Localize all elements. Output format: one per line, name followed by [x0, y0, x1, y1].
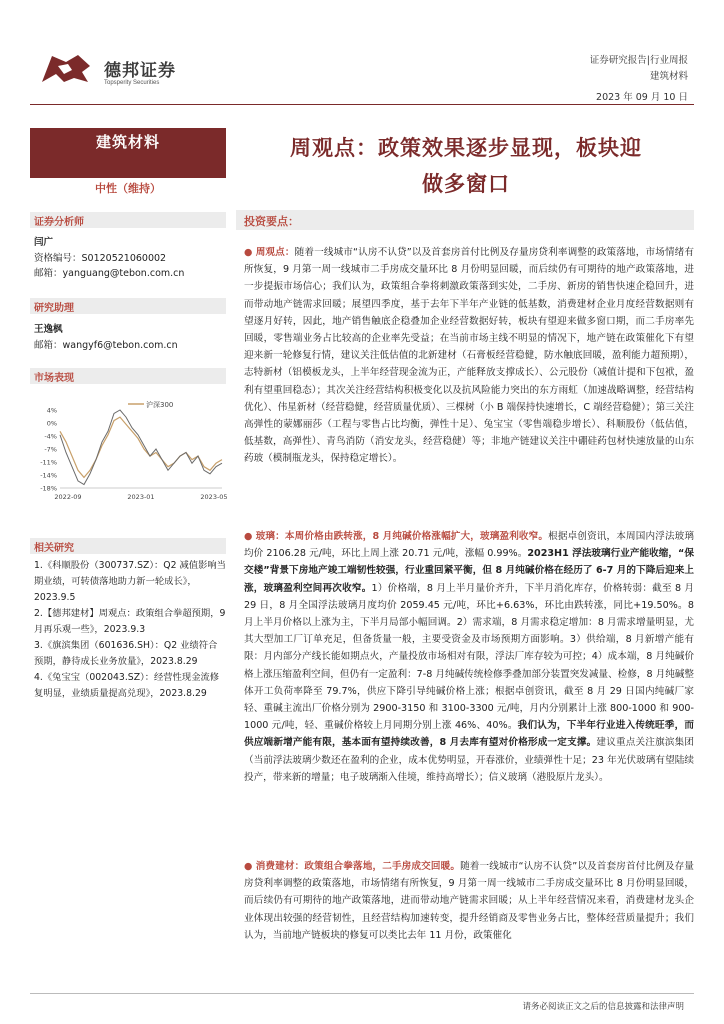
paragraph-head: 玻璃：本周价格由跌转涨，8 月纯碱价格涨幅扩大，玻璃盈利收窄。	[255, 531, 549, 542]
assistant-email[interactable]: 邮箱：wangyf6@tebon.com.cn	[34, 340, 178, 351]
paragraph-weekly-view	[244, 244, 694, 468]
report-title	[236, 130, 696, 202]
analyst-cert: 资格编号：S0120521060002	[34, 253, 167, 264]
paragraph-glass	[244, 528, 694, 786]
paragraph-body: 随着一线城市“认房不认贷”以及首套房首付比例及存量房贷利率调整的政策落地，市场情绪有所恢复，9 月第一周一线城市二手房成交量环比 8 月份明显回暖，而后续仍有可期待的地产政策落地，进而带动地产链需求回暖；从上半年经营情况来看，消费建材龙头企业体现出较强的经营韧性，且经营结构加速转变，提升经销商及零售业务占比，整体经营质量提升；我们认为，当前地产链板块的修复可以类比去年 11 月份，政策催化	[244, 861, 694, 941]
chart-series-building-materials-line	[60, 410, 222, 485]
report-industry: 建筑材料	[649, 71, 688, 82]
report-type: 证券研究报告|行业周报	[589, 55, 688, 66]
chart-legend-label: 沪深300	[146, 401, 174, 409]
industry-title: 建筑材料	[95, 133, 160, 151]
related-item[interactable]: 4.《兔宝宝（002043.SZ）：经营性现金流修复明显，业绩质量提高兑现》，2023.8.29	[34, 672, 220, 699]
company-logo-icon	[38, 52, 94, 86]
footer-disclaimer: 请务必阅读正文之后的信息披露和法律声明	[522, 1002, 684, 1012]
chart-y-tick-label: 4%	[46, 406, 57, 415]
paragraph-emphasis: 我们认为，下半年行业进入传统旺季，而供应端新增产能有限，基本面有望持续改善，8 月去库有望对价格形成一定支撑。	[244, 720, 694, 749]
market-section-label: 市场表现	[34, 373, 74, 384]
report-date: 2023 年 09 月 10 日	[596, 92, 688, 103]
industry-rating: 中性（维持）	[95, 182, 161, 195]
footer-divider	[30, 993, 694, 994]
chart-x-tick-label: 2023-05	[200, 493, 228, 501]
bullet-icon: ●	[244, 531, 256, 542]
analyst-section-label: 证券分析师	[34, 217, 84, 228]
paragraph-body: 随着一线城市“认房不认贷”以及首套房首付比例及存量房贷利率调整的政策落地，市场情绪有所恢复，9 月第一周一线城市二手房成交量环比 8 月份明显回暖，而后续仍有可期待的地产政策落地，进一步提振市场信心；我们认为，政策组合拳将刺激政策落到实处，二手房、新房的销售快速企稳回升，进而带动地产链需求回暖；展望四季度，基于去年下半年产业链的低基数，消费建材企业月度经营数据则有望逐月好转，因此，地产销售触底企稳叠加企业经营数据好转，板块有望迎来做多窗口期，而二手房率先回暖，零售端业务占比较高的企业率先受益；在当前市场主线不明显的情况下，地产链在政策催化下有望迎来新一轮修复行情，建议关注低估值的北新建材（石膏板经营稳健，防水触底回暖，盈利能力超预期），志特新材（铝模板龙头，上半年经营现金流为正，产能释放支撑成长）、公元股份（减值计提和下包袱，盈利有望重回稳态）；其次关注经营结构积极变化以及抗风险能力突出的东方雨虹（加速战略调整，经营结构优化）、伟星新材（经营稳健，经营质量优质）、三棵树（小 B 端保持快速增长，C 端经营稳健）；第三关注高弹性的蒙娜丽莎（工程与零售占比均衡，弹性十足）、兔宝宝（零售端稳步增长）、科顺股份（低估值，低基数，高弹性）、青鸟消防（消安龙头，经营稳健）等；非地产链建议关注中硼硅药包材快速放量的山东药玻（模制瓶龙头，保持稳定增长）。	[244, 247, 695, 465]
key-points-bar	[236, 210, 694, 230]
assistant-section-label: 研究助理	[34, 303, 74, 314]
chart-y-tick-label: -7%	[44, 445, 57, 454]
analyst-email[interactable]: 邮箱：yanguang@tebon.com.cn	[34, 268, 185, 279]
company-name-en: Topsperity Securities	[104, 80, 160, 86]
chart-y-tick-label: -18%	[40, 484, 57, 493]
chart-x-tick-label: 2022-09	[54, 493, 82, 501]
related-section-label: 相关研究	[34, 543, 74, 554]
bullet-icon: ●	[244, 247, 256, 258]
header-divider	[30, 104, 694, 105]
chart-series-hs300-line	[60, 417, 222, 477]
chart-x-tick-label: 2023-01	[127, 493, 155, 501]
report-title-line2: 做多窗口	[422, 172, 510, 196]
company-name-cn: 德邦证券	[104, 61, 176, 81]
related-item[interactable]: 2.【德邦建材】周观点：政策组合拳超预期，9 月再乐观一些》，2023.9.3	[34, 608, 226, 635]
chart-y-tick-label: 0%	[46, 419, 57, 428]
paragraph-head: 消费建材：政策组合拳落地，二手房成交回暖。	[255, 861, 461, 872]
paragraph-emphasis: 2023H1 浮法玻璃行业产能收缩，“保交楼”背景下房地产竣工端韧性较强，行业重回紧平衡，但 8 月纯碱价格在经历了 6-7 月的下降后迎来上涨，玻璃盈利空间再次收窄。	[244, 548, 694, 594]
assistant-name: 王逸枫	[34, 324, 63, 335]
analyst-name: 闫广	[34, 237, 54, 248]
chart-y-tick-label: -11%	[40, 458, 57, 467]
key-points-label: 投资要点：	[244, 215, 299, 228]
related-item[interactable]: 3.《旗滨集团（601636.SH）：Q2 业绩符合预期，静待成长业务放量》，2023.8.29	[34, 640, 218, 667]
paragraph-body: 1）价格端，8 月上半月量价齐升，下半月消化库存，价格转弱：截至 8 月 29 日，8 月全国浮法玻璃月度均价 2059.45 元/吨，环比+6.63%，环比由跌转涨，同比+19.50%。8 月上半月价格以上涨为主，下半月局部小幅回调。2）需求端，8 月需求稳定增加：8 月需求增量明显，尤其大型加工厂订单充足，但备货量一般，主要受资金及市场预期方面影响。3）供给端，8 月新增产能有限：月内部分产线长能如期点火，产量投放市场相对有限，浮法厂库存较为可控；4）成本端，8 月纯碱价格上涨压缩盈利空间，但仍有一定盈利：7-8 月纯碱传统检修季叠加部分装置突发减量、检修，8 月纯碱整体开工负荷率降至 79.7%，供应下降引导纯碱价格上涨；根据卓创资讯，截至 8 月 29 日国内纯碱厂家轻、重碱主流出厂价格分别为 2900-3150 和 3100-3300 元/吨，月内分别累计上涨 800-1000 和 900-1000 元/吨，轻、重碱价格较上月同期分别上涨 46%、40%。	[244, 582, 694, 732]
bullet-icon: ●	[244, 861, 256, 872]
paragraph-body: 建议重点关注旗滨集团（当前浮法玻璃少数还在盈利的企业，成本优势明显，开春涨价，业绩弹性十足；23 年光伏玻璃有望陆续投产，带来新的增量；电子玻璃渐入佳境，维持高增长）；信义玻璃（港股原片龙头）。	[244, 737, 695, 783]
related-item[interactable]: 1.《科顺股份（300737.SZ）：Q2 减值影响当期业绩，可转债落地助力新一轮成长》，2023.9.5	[34, 560, 226, 603]
paragraph-body: 根据卓创资讯，本周国内浮法玻璃均价 2106.28 元/吨，环比上周上涨 20.71 元/吨，涨幅 0.99%。	[244, 531, 695, 560]
paragraph-head: 周观点：	[255, 247, 295, 258]
chart-y-tick-label: -14%	[40, 471, 57, 480]
report-title-line1: 周观点：政策效果逐步显现，板块迎	[290, 136, 642, 160]
paragraph-consumer-materials	[244, 858, 694, 944]
related-list	[34, 558, 226, 702]
chart-y-tick-label: -4%	[44, 432, 57, 441]
market-performance-chart	[32, 396, 228, 506]
